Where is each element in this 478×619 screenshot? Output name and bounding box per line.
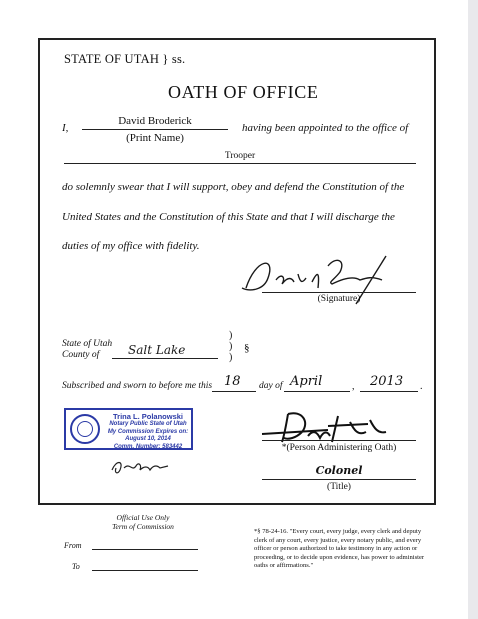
signature-caption: (Signature) [317, 294, 361, 304]
i-label: I, [62, 122, 69, 134]
venue-county-label: County of [62, 350, 100, 360]
month-line [284, 391, 350, 392]
from-label: From [64, 541, 82, 550]
to-label: To [72, 562, 80, 571]
section-symbol: § [244, 342, 250, 354]
notary-line-3: My Commission Expires on: [107, 428, 189, 435]
day-value: 18 [224, 374, 241, 389]
to-line [92, 570, 198, 571]
day-line [212, 391, 256, 392]
page-edge [468, 0, 478, 619]
oath-line-1: do solemnly swear that I will support, obey and defend the Constitution of the [62, 181, 405, 193]
statute-footnote: *§ 78-24-16. "Every court, every judge, every clerk and deputy clerk of any court, every justice, every notary public, and every officer or person authorized to take testimony in any action or proceeding, or to decide upon evidence, has power to administer oaths or affirmations." [254, 528, 425, 570]
notary-seal-icon [70, 414, 100, 444]
year-value: 2013 [370, 374, 404, 389]
notary-line-2: Notary Public State of Utah [109, 421, 187, 427]
name-line [82, 129, 228, 130]
print-name-caption: (Print Name) [126, 132, 184, 144]
printed-name: David Broderick [118, 115, 192, 127]
from-line [92, 549, 198, 550]
title-line [262, 479, 416, 480]
official-use-label: Official Use Only [116, 513, 170, 522]
notary-name: Trina L. Polanowski [112, 412, 184, 421]
signature-line [262, 292, 416, 293]
document-title: OATH OF OFFICE [168, 82, 319, 102]
day-of-label: day of [259, 381, 283, 391]
notary-line-5: Comm. Number: 583442 [113, 443, 183, 450]
administering-line [262, 440, 416, 441]
notary-line-4: August 10, 2014 [125, 436, 171, 442]
state-line: STATE OF UTAH } ss. [64, 52, 186, 66]
oath-line-3: duties of my office with fidelity. [62, 240, 200, 252]
notary-stamp [64, 408, 193, 450]
year-period: . [420, 381, 423, 392]
subscribed-text: Subscribed and sworn to before me this [62, 381, 213, 391]
oath-line-2: United States and the Constitution of this State and that I will discharge the [62, 211, 395, 223]
venue-brackets: ) ) ) [229, 330, 233, 363]
office-line [64, 163, 416, 164]
year-line [360, 391, 418, 392]
county-line [112, 358, 218, 359]
title-caption: (Title) [327, 482, 351, 492]
notary-initials-signature [108, 456, 172, 478]
administering-caption: *(Person Administering Oath) [281, 443, 397, 453]
title-value: Colonel [315, 464, 363, 477]
year-comma: , [352, 381, 355, 392]
county-value: Salt Lake [128, 343, 186, 357]
month-value: April [290, 374, 323, 389]
venue-state-label: State of Utah [62, 339, 113, 349]
appointed-text: having been appointed to the office of [242, 122, 409, 134]
term-label: Term of Commission [112, 522, 174, 531]
office-value: Trooper [224, 151, 256, 161]
